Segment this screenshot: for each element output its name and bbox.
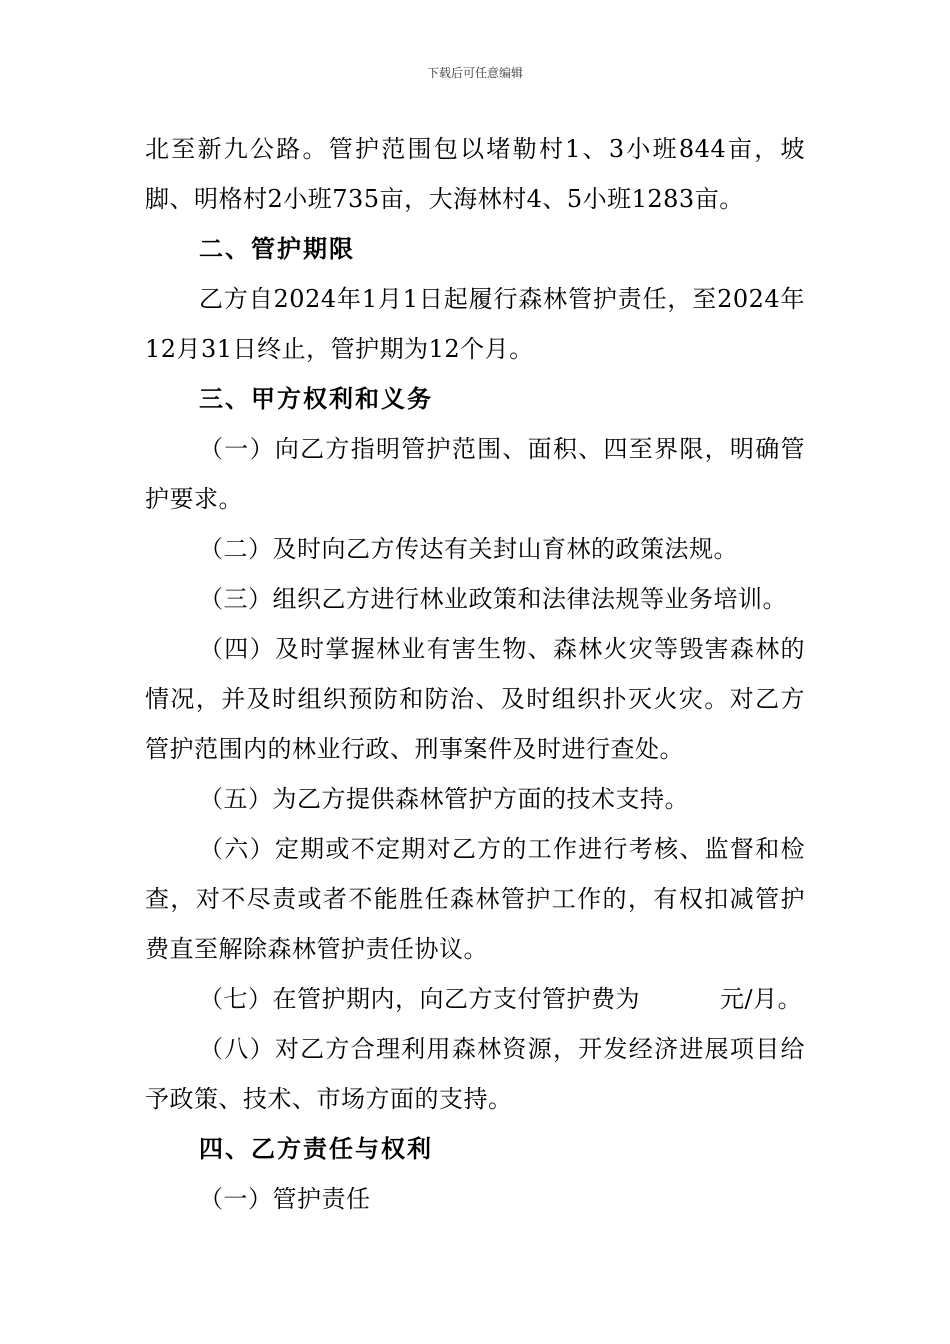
- paragraph-a-7-text: （七）在管护期内，向乙方支付管护费为: [199, 985, 640, 1013]
- paragraph-a-5: （五）为乙方提供森林管护方面的技术支持。: [199, 785, 689, 813]
- section-heading-party-a: 三、甲方权利和义务: [199, 385, 433, 413]
- page-header: 下载后可任意编辑: [426, 66, 523, 80]
- paragraph-a-8: （八）对乙方合理利用森林资源，开发经济进展项目给予政策、技术、市场方面的支持。: [145, 1035, 805, 1113]
- paragraph-a-7-unit: 元/月。: [720, 985, 803, 1013]
- paragraph-a-6: （六）定期或不定期对乙方的工作进行考核、监督和检查，对不尽责或者不能胜任森林管护工作的，有权扣减管护费直至解除森林管护责任协议。: [145, 835, 805, 963]
- paragraph-a-3: （三）组织乙方进行林业政策和法律法规等业务培训。: [199, 585, 787, 613]
- paragraph-a-1: （一）向乙方指明管护范围、面积、四至界限，明确管护要求。: [145, 435, 805, 513]
- paragraph-a-7: [145, 974, 805, 1024]
- document-body: [145, 124, 805, 1224]
- section-heading-party-b: 四、乙方责任与权利: [199, 1135, 433, 1163]
- paragraph-a-4: （四）及时掌握林业有害生物、森林火灾等毁害森林的情况，并及时组织预防和防治、及时组织扑灭火灾。对乙方管护范围内的林业行政、刑事案件及时进行查处。: [145, 635, 805, 763]
- paragraph-b-1: （一）管护责任: [199, 1185, 371, 1213]
- section-heading-term: 二、管护期限: [199, 235, 355, 263]
- paragraph-term: 乙方自2024年1月1日起履行森林管护责任，至2024年12月31日终止，管护期为12个月。: [145, 285, 805, 363]
- paragraph-scope: 北至新九公路。管护范围包以堵勒村1、3小班844亩，坡脚、明格村2小班735亩，大海林村4、5小班1283亩。: [145, 135, 805, 213]
- paragraph-a-2: （二）及时向乙方传达有关封山育林的政策法规。: [199, 535, 738, 563]
